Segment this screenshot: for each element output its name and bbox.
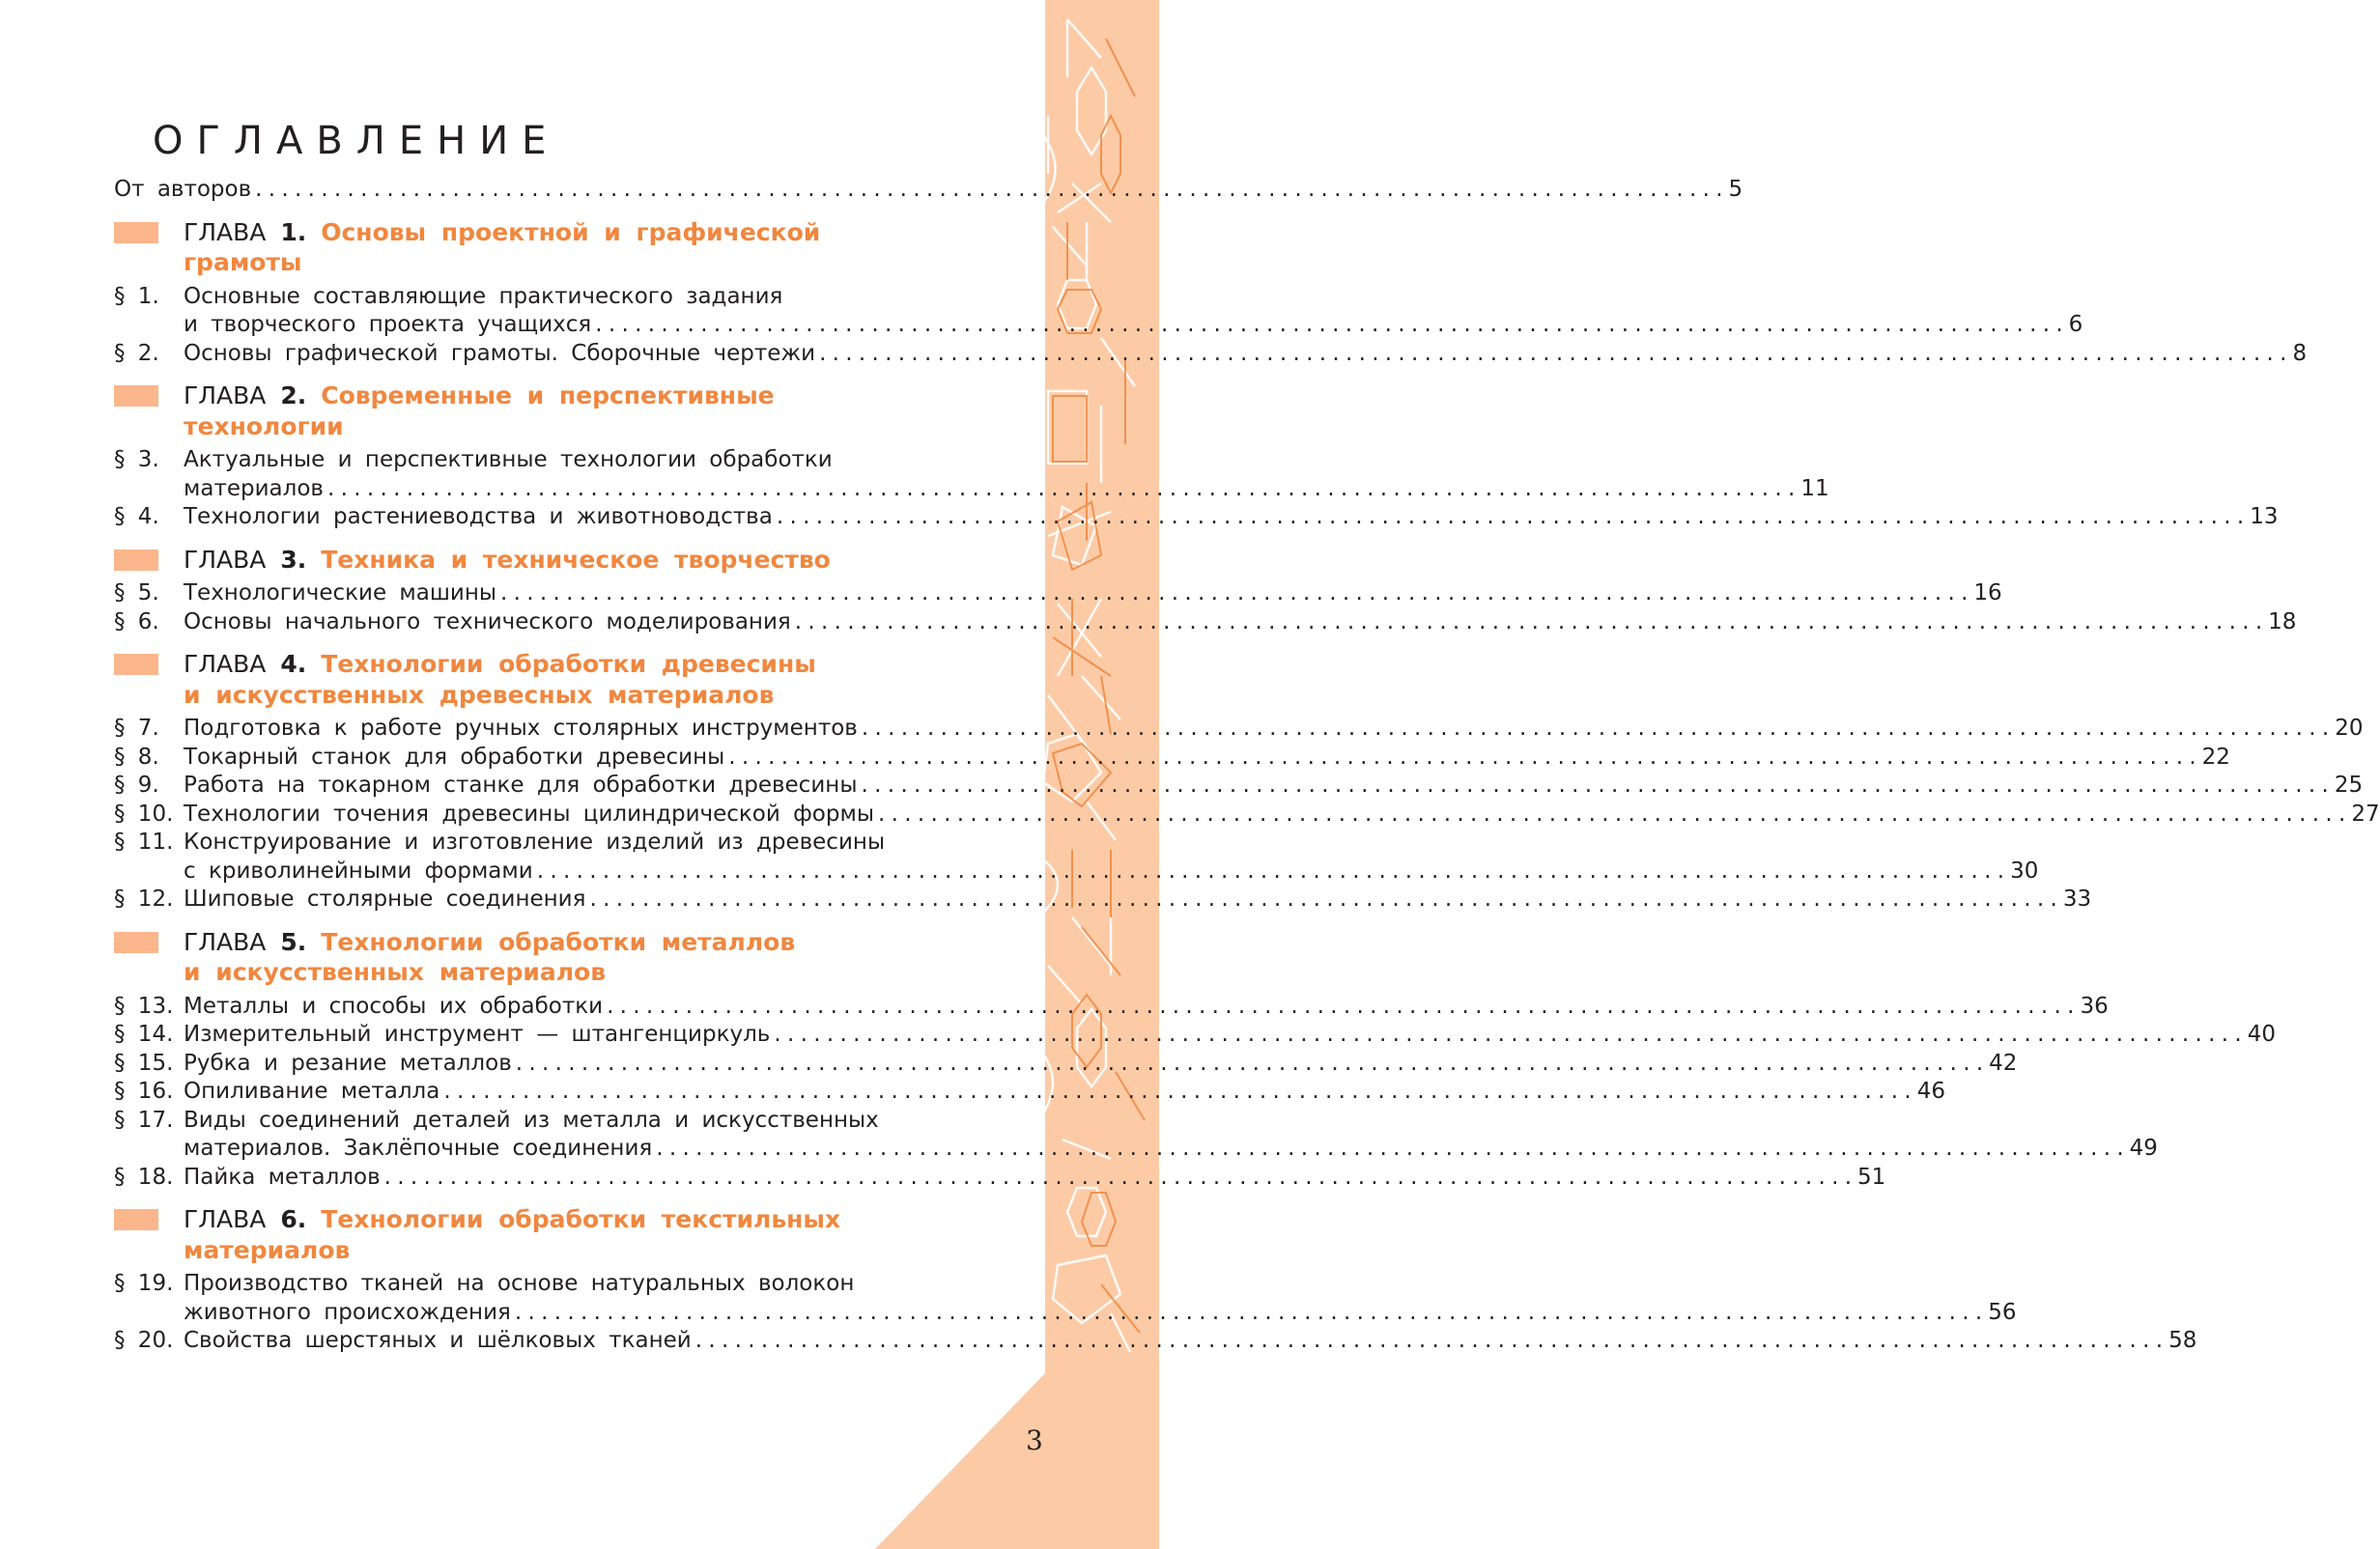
dot-leader	[537, 858, 2004, 887]
chapter-label: ГЛАВА	[184, 217, 267, 246]
dot-leader	[515, 1299, 1982, 1328]
section-page: 6	[2068, 312, 2083, 337]
dot-leader	[327, 475, 1795, 504]
section-page: 13	[2250, 504, 2279, 529]
chapter-heading-2[interactable]	[114, 380, 991, 441]
section-title: Шиповые столярные соединения	[184, 887, 586, 912]
toc-entry[interactable]	[114, 1270, 991, 1299]
toc-entry[interactable]	[114, 801, 2380, 830]
dot-leader	[607, 993, 2074, 1022]
section-title-cont: материалов. Заклёпочные соединения	[184, 1136, 653, 1161]
entry-text: От авторов	[114, 177, 252, 202]
section-title: Основные составляющие практического задания	[184, 283, 783, 309]
section-title-cont: животного происхождения	[184, 1299, 511, 1325]
toc-entry[interactable]	[114, 772, 2364, 801]
chapter-title: Технологии обработки металлов	[321, 927, 796, 956]
chapter-heading-5[interactable]	[114, 927, 991, 988]
section-page: 46	[1916, 1079, 1945, 1104]
chapter-label: ГЛАВА	[184, 927, 267, 956]
chapter-heading-6[interactable]	[114, 1204, 991, 1265]
section-title-cont: с криволинейными формами	[184, 858, 533, 884]
toc-entry[interactable]	[114, 340, 2308, 369]
section-number: § 12.	[114, 887, 174, 912]
section-page: 40	[2247, 1022, 2277, 1047]
chapter-marker	[114, 222, 158, 243]
section-number: § 20.	[114, 1328, 174, 1353]
chapter-number: 5.	[280, 927, 307, 956]
chapter-marker	[114, 932, 158, 953]
section-number: § 8.	[114, 744, 159, 770]
chapter-title-cont: технологии	[184, 411, 344, 440]
toc-entry-intro[interactable]	[114, 176, 1743, 205]
section-page: 30	[2010, 858, 2039, 884]
section-number: § 4.	[114, 504, 159, 529]
toc-entry[interactable]	[114, 829, 991, 858]
section-page: 8	[2292, 340, 2308, 366]
dot-leader	[255, 176, 1722, 205]
chapter-heading-4[interactable]	[114, 649, 991, 710]
toc-entry[interactable]	[114, 608, 2297, 637]
chapter-title: Современные и перспективные	[321, 381, 775, 409]
table-of-contents	[114, 176, 2380, 1356]
chapter-title: Техника и техническое творчество	[321, 545, 831, 574]
section-number: § 16.	[114, 1079, 174, 1104]
section-number: § 1.	[114, 283, 159, 309]
section-page: 36	[2080, 993, 2109, 1019]
chapter-label: ГЛАВА	[184, 545, 267, 574]
dot-leader	[777, 503, 2244, 532]
section-page: 18	[2268, 608, 2297, 634]
toc-entry[interactable]	[114, 1078, 1945, 1107]
section-title: Актуальные и перспективные технологии обработки	[184, 447, 833, 472]
chapter-title: Основы проектной и графической	[321, 217, 821, 246]
section-number: § 11.	[114, 830, 174, 855]
section-page: 22	[2201, 744, 2230, 770]
section-title: Основы графической грамоты. Сборочные чертежи	[184, 340, 816, 366]
chapter-label: ГЛАВА	[184, 650, 267, 678]
section-title: Подготовка к работе ручных столярных инструментов	[184, 716, 858, 741]
section-page: 58	[2168, 1328, 2197, 1353]
dot-leader	[695, 1327, 2163, 1356]
toc-entry[interactable]	[114, 1327, 2197, 1356]
entry-page: 5	[1728, 177, 1743, 202]
chapter-number: 4.	[280, 650, 307, 678]
section-number: § 2.	[114, 340, 159, 366]
section-title: Токарный станок для обработки древесины	[184, 744, 725, 770]
dot-leader	[861, 772, 2328, 801]
section-page: 20	[2335, 716, 2364, 741]
chapter-title: Технологии обработки древесины	[321, 650, 816, 678]
section-number: § 6.	[114, 608, 159, 634]
section-page: 27	[2351, 801, 2380, 827]
section-number: § 18.	[114, 1164, 174, 1190]
toc-entry-cont[interactable]	[114, 475, 1829, 504]
chapter-label: ГЛАВА	[184, 381, 267, 409]
chapter-number: 2.	[280, 381, 307, 409]
section-title: Металлы и способы их обработки	[184, 993, 604, 1019]
toc-entry[interactable]	[114, 579, 2002, 608]
section-page: 11	[1800, 475, 1829, 501]
section-title: Пайка металлов	[184, 1164, 381, 1190]
section-title: Производство тканей на основе натуральных волокон	[184, 1271, 855, 1296]
section-number: § 9.	[114, 773, 159, 798]
dot-leader	[819, 340, 2286, 369]
section-page: 56	[1988, 1299, 2017, 1325]
dot-leader	[795, 608, 2262, 637]
toc-entry[interactable]	[114, 283, 991, 312]
section-title: Технологические машины	[184, 580, 497, 606]
section-title: Конструирование и изготовление изделий из древесины	[184, 830, 886, 855]
chapter-label: ГЛАВА	[184, 1205, 267, 1233]
page-number: 3	[1026, 1424, 1043, 1456]
section-number: § 19.	[114, 1271, 174, 1296]
dot-leader	[728, 744, 2196, 773]
toc-entry[interactable]	[114, 744, 2230, 773]
chapter-number: 6.	[280, 1205, 307, 1233]
chapter-marker	[114, 654, 158, 675]
toc-entry-cont[interactable]	[114, 1299, 2017, 1328]
toc-entry-cont[interactable]	[114, 1135, 2158, 1164]
chapter-title-cont: грамоты	[184, 248, 302, 276]
section-title: Технологии точения древесины цилиндрической формы	[184, 801, 874, 827]
chapter-marker	[114, 1209, 158, 1230]
section-number: § 5.	[114, 580, 159, 606]
section-page: 33	[2062, 887, 2092, 912]
section-number: § 15.	[114, 1050, 174, 1076]
toc-entry[interactable]	[114, 1021, 2277, 1050]
section-page: 25	[2334, 773, 2364, 798]
page-title: ОГЛАВЛЕНИЕ	[153, 119, 560, 163]
toc-entry[interactable]	[114, 503, 2279, 532]
dot-leader	[656, 1135, 2123, 1164]
dot-leader	[384, 1164, 1852, 1193]
section-title: Основы начального технического моделирования	[184, 608, 791, 634]
section-number: § 3.	[114, 447, 159, 472]
chapter-marker	[114, 549, 158, 571]
section-number: § 13.	[114, 993, 174, 1019]
toc-entry[interactable]	[114, 715, 2364, 744]
toc-entry[interactable]	[114, 993, 2109, 1022]
section-title: Виды соединений деталей из металла и искусственных	[184, 1107, 879, 1133]
toc-entry[interactable]	[114, 446, 991, 475]
chapter-marker	[114, 385, 158, 407]
section-page: 42	[1989, 1050, 2018, 1076]
dot-leader	[589, 886, 2056, 915]
toc-entry[interactable]	[114, 1050, 2018, 1079]
chapter-title-cont: и искусственных материалов	[184, 958, 607, 986]
toc-entry[interactable]	[114, 1107, 991, 1136]
section-page: 49	[2129, 1136, 2158, 1161]
dot-leader	[443, 1078, 1911, 1107]
chapter-title: Технологии обработки текстильных	[321, 1205, 841, 1233]
toc-entry[interactable]	[114, 886, 2092, 915]
section-number: § 7.	[114, 716, 159, 741]
section-page: 16	[1973, 580, 2002, 606]
section-title: Работа на токарном станке для обработки древесины	[184, 773, 858, 798]
chapter-heading-3[interactable]	[114, 545, 991, 576]
section-title-cont: и творческого проекта учащихся	[184, 312, 592, 337]
section-title: Технологии растениеводства и животноводства	[184, 504, 773, 529]
dot-leader	[878, 801, 2345, 830]
dot-leader	[862, 715, 2329, 744]
section-title: Измерительный инструмент — штангенциркуль	[184, 1022, 771, 1047]
section-number: § 17.	[114, 1107, 174, 1133]
toc-entry-cont[interactable]	[114, 858, 2039, 887]
toc-entry-cont[interactable]	[114, 311, 2083, 340]
chapter-title-cont: и искусственных древесных материалов	[184, 680, 775, 709]
dot-leader	[595, 311, 2062, 340]
dot-leader	[516, 1050, 1983, 1079]
chapter-heading-1[interactable]	[114, 217, 991, 278]
section-title-cont: материалов	[184, 475, 324, 501]
chapter-number: 1.	[280, 217, 307, 246]
section-title: Опиливание металла	[184, 1079, 440, 1104]
section-number: § 10.	[114, 801, 174, 827]
dot-leader	[500, 579, 1968, 608]
section-title: Рубка и резание металлов	[184, 1050, 512, 1076]
dot-leader	[774, 1021, 2241, 1050]
chapter-title-cont: материалов	[184, 1235, 351, 1264]
section-title: Свойства шерстяных и шёлковых тканей	[184, 1328, 692, 1353]
section-page: 51	[1857, 1164, 1886, 1190]
chapter-number: 3.	[280, 545, 307, 574]
section-number: § 14.	[114, 1022, 174, 1047]
toc-entry[interactable]	[114, 1164, 1886, 1193]
